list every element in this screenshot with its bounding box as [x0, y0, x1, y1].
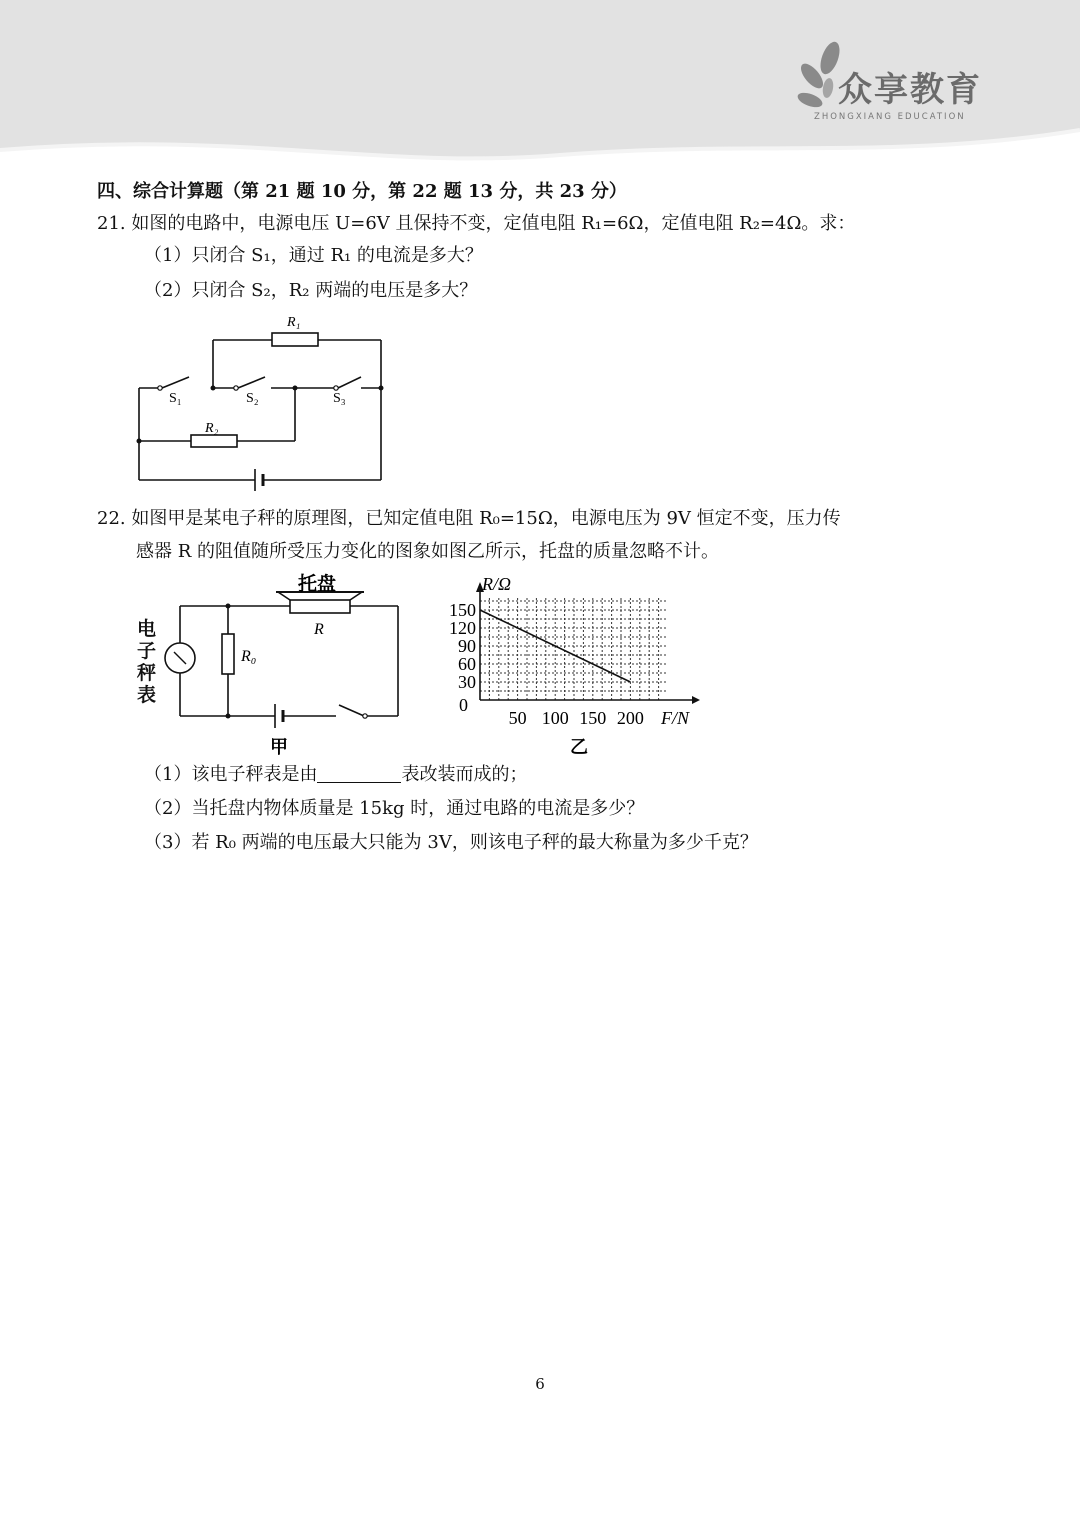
origin-label: 0: [459, 695, 468, 715]
chart-labels: [449, 574, 690, 728]
s1-switch-blade: [162, 377, 189, 388]
brand-name: 众享教育: [838, 70, 982, 110]
x-tick-label: 100: [541, 708, 569, 728]
chart-axes: [476, 582, 700, 704]
s3-switch-blade: [338, 377, 361, 388]
y-tick-label: 90: [458, 636, 476, 656]
section-heading: 四、综合计算题（第 21 题 10 分，第 22 题 13 分，共 23 分）: [97, 181, 627, 202]
x-axis-arrow: [692, 696, 700, 704]
q22-part3: （3）若 R₀ 两端的电压最大只能为 3V，则该电子秤的最大称量为多少千克？: [144, 832, 758, 853]
q22-stem-line2: 感器 R 的阻值随所受压力变化的图象如图乙所示，托盘的质量忽略不计。: [136, 541, 719, 562]
brand-logo: [790, 40, 990, 130]
meter-label: 电子秤表: [137, 618, 157, 706]
sensor-resistor: [290, 600, 350, 613]
r1-resistor: [272, 333, 318, 346]
x-tick-label: 200: [616, 708, 644, 728]
q21-part1: （1）只闭合 S₁，通过 R₁ 的电流是多大？: [144, 245, 483, 266]
q22-resistance-force-chart: [430, 570, 720, 760]
switch-blade: [339, 705, 364, 716]
r2-resistor: [191, 435, 237, 447]
fig-a-caption: 甲: [270, 737, 288, 757]
s3-label: S₃: [333, 391, 346, 406]
r0-label: R₀: [241, 648, 257, 665]
q22-part1-prefix: （1）该电子秤表是由: [144, 764, 318, 785]
sensor-label: R: [314, 621, 324, 638]
x-tick-label: 150: [579, 708, 607, 728]
s2-switch-blade: [238, 377, 265, 388]
q22-part1-suffix: 表改装而成的；: [401, 764, 528, 785]
x-tick-label: 50: [508, 708, 527, 728]
r2-label: R₂: [205, 421, 219, 436]
q21-part2: （2）只闭合 S₂，R₂ 两端的电压是多大？: [144, 280, 478, 301]
y-tick-label: 150: [449, 600, 476, 620]
y-tick-label: 30: [458, 672, 476, 692]
s2-label: S₂: [246, 391, 259, 406]
s1-label: S₁: [169, 391, 182, 406]
q22-part2: （2）当托盘内物体质量是 15kg 时，通过电路的电流是多少？: [144, 798, 645, 819]
chart-grid: [480, 596, 666, 700]
page-number: 6: [535, 1375, 545, 1393]
q22-part1: [144, 763, 527, 787]
y-tick-label: 120: [449, 618, 476, 638]
brand-subtitle: ZHONGXIANG EDUCATION: [814, 112, 966, 122]
q21-stem: 21. 如图的电路中，电源电压 U=6V 且保持不变，定值电阻 R₁=6Ω，定值电阻 R₂=4Ω。求：: [97, 213, 856, 234]
y-axis-label: R/Ω: [482, 574, 512, 594]
fig-b-caption: 乙: [570, 737, 588, 757]
tray-label: 托盘: [298, 574, 337, 595]
q22-scale-circuit: [130, 570, 410, 760]
y-tick-label: 60: [458, 654, 476, 674]
answer-blank[interactable]: [317, 764, 401, 783]
x-axis-label: F/N: [661, 708, 690, 728]
r1-label: R₁: [287, 315, 301, 330]
r0-resistor: [222, 634, 234, 674]
q21-circuit-diagram: [125, 308, 395, 503]
q22-stem-line1: 22. 如图甲是某电子秤的原理图，已知定值电阻 R₀=15Ω，电源电压为 9V 恒定不变，压力传: [97, 508, 841, 529]
